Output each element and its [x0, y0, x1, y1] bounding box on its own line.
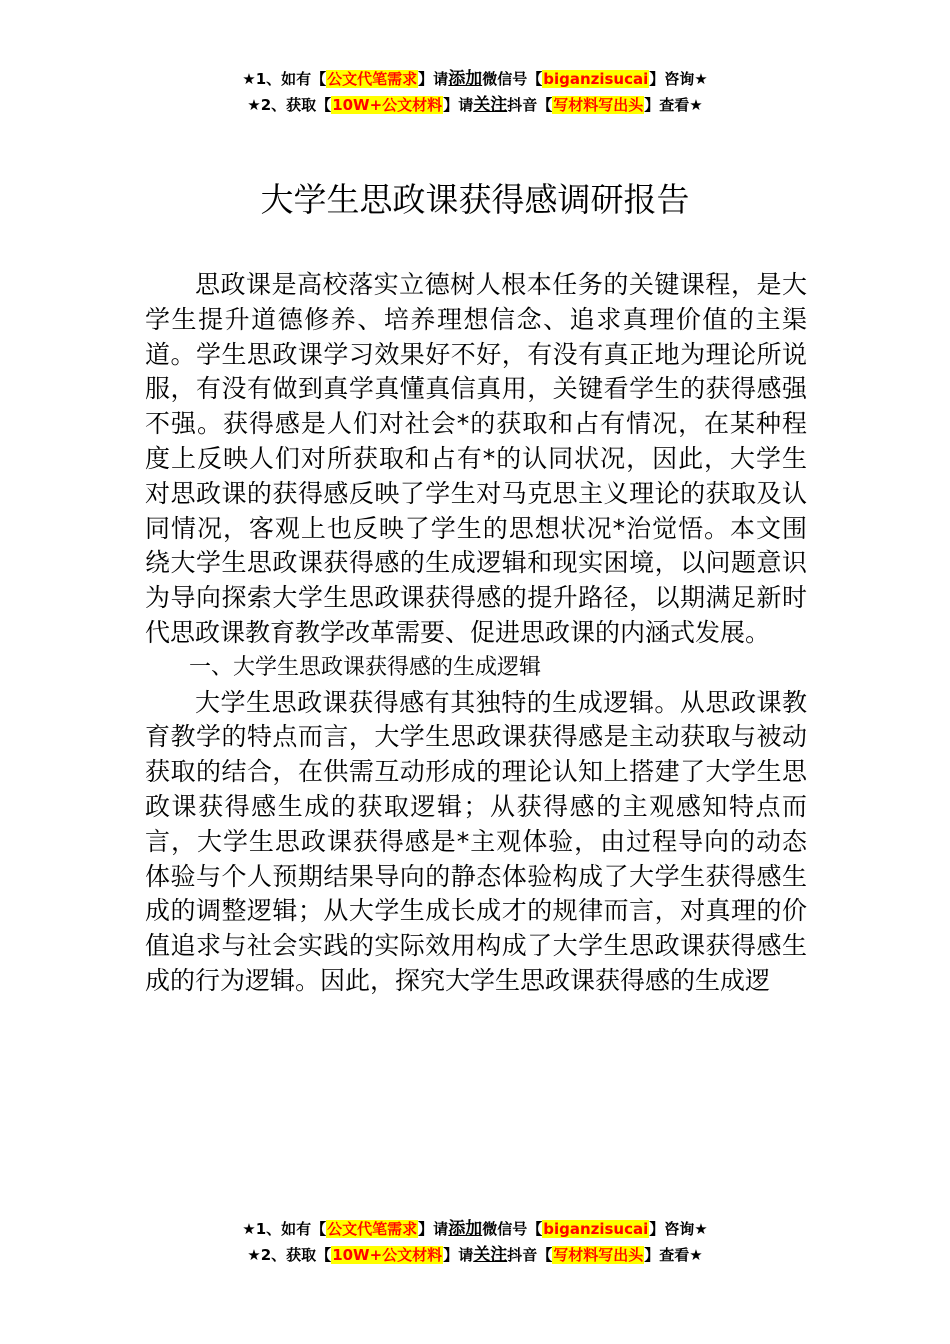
- banner-text: 】请: [443, 1246, 474, 1264]
- banner-text: 抖音【: [507, 96, 553, 114]
- banner-text: 】请: [418, 1220, 449, 1238]
- banner-highlight-wechat-id: biganzisucai: [543, 70, 649, 88]
- banner-text: ★2、获取【: [247, 1246, 332, 1264]
- banner-text: 】请: [443, 96, 474, 114]
- document-title: 大学生思政课获得感调研报告: [260, 180, 690, 219]
- header-banner: [0, 66, 950, 118]
- banner-text: 】查看★: [644, 1246, 703, 1264]
- banner-highlight-materials: 10W+公文材料: [332, 1246, 443, 1264]
- banner-line-2: [0, 92, 950, 118]
- banner-emphasis: 关注: [473, 1245, 508, 1265]
- body-paragraph-section-1: 大学生思政课获得感有其独特的生成逻辑。从思政课教育教学的特点而言，大学生思政课获得感是主动获取与被动获取的结合，在供需互动形成的理论认知上搭建了大学生思政课获得感生成的获取逻辑；从获得感的主观感知特点而言，大学生思政课获得感是*主观体验，由过程导向的动态体验与个人预期结果导向的静态体验构成了大学生获得感生成的调整逻辑；从大学生成长成才的规律而言，对真理的价值追求与社会实践的实际效用构成了大学生思政课获得感生成的行为逻辑。因此，探究大学生思政课获得感的生成逻: [145, 687, 807, 995]
- footer-banner: [0, 1216, 950, 1268]
- banner-emphasis: 关注: [473, 95, 508, 115]
- banner-highlight-service: 公文代笔需求: [327, 70, 418, 88]
- banner-text: 】请: [418, 70, 449, 88]
- banner-text: 微信号【: [482, 70, 543, 88]
- banner-emphasis: 添加: [448, 69, 483, 89]
- banner-highlight-wechat-id: biganzisucai: [543, 1220, 649, 1238]
- banner-text: 】查看★: [644, 96, 703, 114]
- banner-line-1: [0, 1216, 950, 1242]
- banner-line-2: [0, 1242, 950, 1268]
- banner-text: ★2、获取【: [247, 96, 332, 114]
- banner-text: 】咨询★: [649, 70, 708, 88]
- banner-highlight-service: 公文代笔需求: [327, 1220, 418, 1238]
- banner-text: ★1、如有【: [242, 1220, 327, 1238]
- banner-text: 微信号【: [482, 1220, 543, 1238]
- banner-text: 】咨询★: [649, 1220, 708, 1238]
- banner-highlight-douyin-id: 写材料写出头: [553, 96, 644, 114]
- banner-text: 抖音【: [507, 1246, 553, 1264]
- banner-highlight-materials: 10W+公文材料: [332, 96, 443, 114]
- body-paragraph-intro: 思政课是高校落实立德树人根本任务的关键课程，是大学生提升道德修养、培养理想信念、追求真理价值的主渠道。学生思政课学习效果好不好，有没有真正地为理论所说服，有没有做到真学真懂真信真用，关键看学生的获得感强不强。获得感是人们对社会*的获取和占有情况，在某种程度上反映人们对所获取和占有*的认同状况，因此，大学生对思政课的获得感反映了学生对马克思主义理论的获取及认同情况，客观上也反映了学生的思想状况*治觉悟。本文围绕大学生思政课获得感的生成逻辑和现实困境，以问题意识为导向探索大学生思政课获得感的提升路径，以期满足新时代思政课教育教学改革需要、促进思政课的内涵式发展。: [145, 270, 807, 647]
- banner-emphasis: 添加: [448, 1219, 483, 1239]
- banner-line-1: [0, 66, 950, 92]
- banner-text: ★1、如有【: [242, 70, 327, 88]
- section-heading-1: 一、大学生思政课获得感的生成逻辑: [189, 654, 542, 680]
- document-body: [145, 268, 807, 999]
- banner-highlight-douyin-id: 写材料写出头: [553, 1246, 644, 1264]
